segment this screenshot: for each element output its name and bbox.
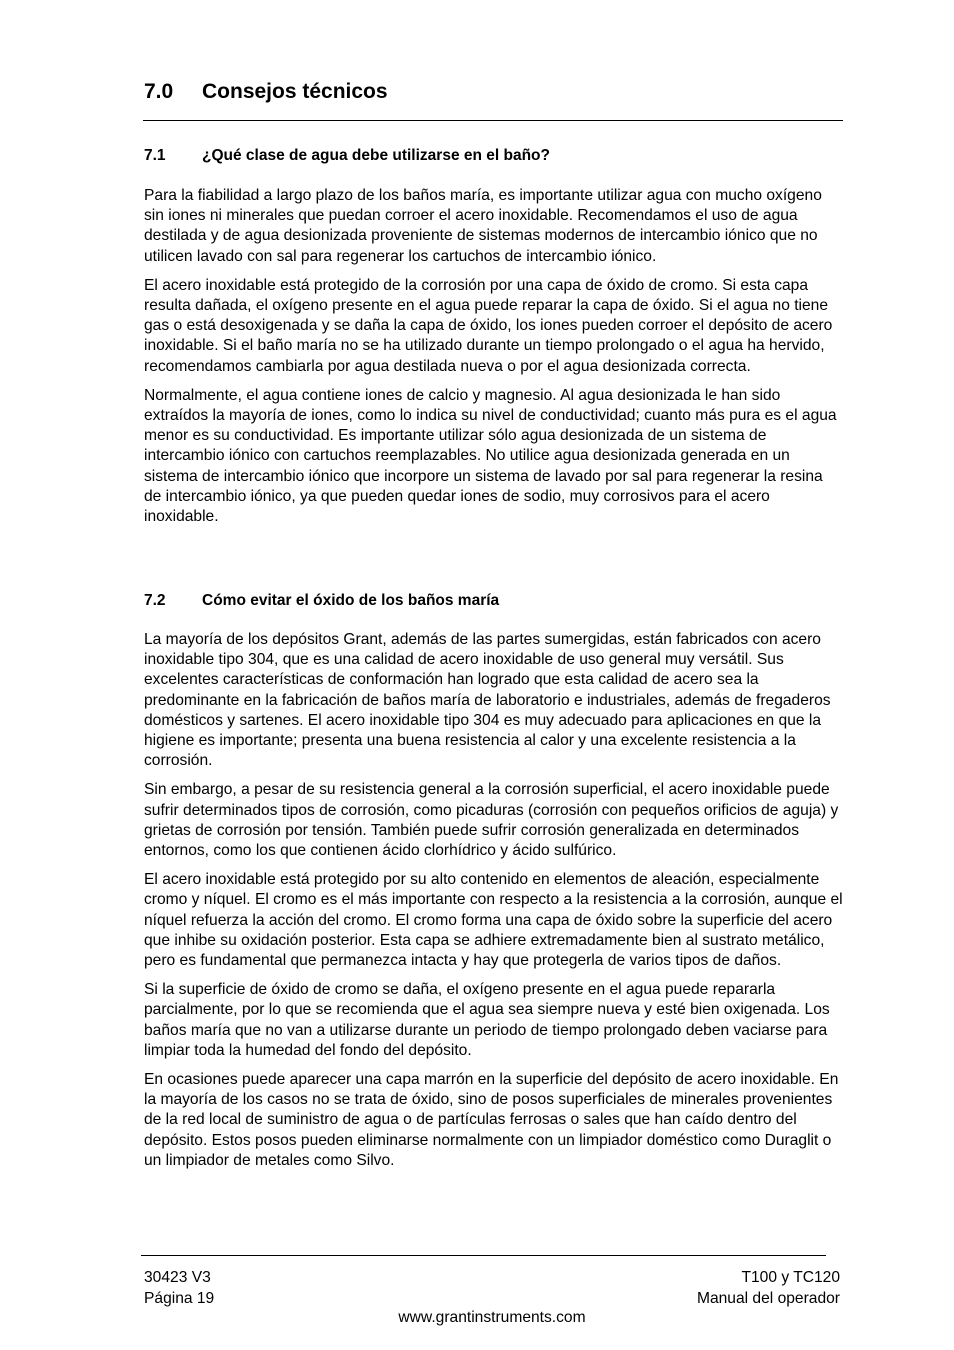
section-heading-7-1: [144, 146, 550, 166]
section-number: 7.1: [144, 147, 166, 164]
section-body-7-2: [144, 630, 844, 1171]
paragraph: La mayoría de los depósitos Grant, además de las partes sumergidas, están fabricados con acero inoxidable tipo 304, que es una calidad de acero inoxidable de uso general muy versátil. Sus excelentes características de conformación han logrado que esta calidad de acero sea la predominante en la fabricación de baños maría de laboratorio e industriales, además de fregaderos domésticos y sartenes. El acero inoxidable tipo 304 es muy adecuado para aplicaciones en que la higiene es importante; presenta una buena resistencia al calor y una excelente resistencia a la corrosión.: [144, 631, 831, 770]
document-code: 30423 V3: [144, 1269, 211, 1286]
paragraph: El acero inoxidable está protegido por su alto contenido en elementos de aleación, especialmente cromo y níquel. El cromo es el más importante con respecto a la resistencia a la corrosión, aunque el níquel refuerza la acción del cromo. El cromo forma una capa de óxido sobre la superficie del acero que inhibe su oxidación posterior. Esta capa se adhiere extremadamente bien al sustrato metálico, pero es fundamental que permanezca intacta y hay que protegerla de varios tipos de daños.: [144, 871, 843, 970]
paragraph: En ocasiones puede aparecer una capa marrón en la superficie del depósito de acero inoxidable. En la mayoría de los casos no se trata de óxido, sino de posos superficiales de minerales provenientes de la red local de suministro de agua o de partículas ferrosas o sales que han caído dentro del depósito. Estos posos pueden eliminarse normalmente con un limpiador doméstico como Duraglit o un limpiador de metales como Silvo.: [144, 1071, 839, 1169]
chapter-title: Consejos técnicos: [202, 80, 388, 103]
page-number: Página 19: [144, 1289, 215, 1307]
product-name: T100 y TC120: [741, 1269, 840, 1286]
paragraph: El acero inoxidable está protegido de la corrosión por una capa de óxido de cromo. Si esta capa resulta dañada, el oxígeno presente en el agua puede reparar la capa de óxido. Si el agua no tiene gas o está desoxigenada y se daña la capa de óxido, los iones pueden corroer el depósito de acero inoxidable. Si el baño maría no se ha utilizado durante un tiempo prolongado o el agua ha hervido, recomendamos cambiarla por agua destilada nueva o por el agua desionizada correcta.: [144, 276, 833, 375]
paragraph: Si la superficie de óxido de cromo se daña, el oxígeno presente en el agua puede repararla parcialmente, por lo que se recomienda que el agua sea siempre nueva y esté bien oxigenada. Los baños maría que no van a utilizarse durante un periodo de tiempo prolongado deben vaciarse para limpiar toda la humedad del fondo del depósito.: [144, 981, 830, 1059]
header-divider: [143, 120, 843, 121]
manual-name: Manual del operador: [696, 1289, 840, 1307]
website-url: www.grantinstruments.com: [398, 1309, 586, 1326]
paragraph: Para la fiabilidad a largo plazo de los baños maría, es importante utilizar agua con mucho oxígeno sin iones ni minerales que puedan corroer el acero inoxidable. Recomendamos el uso de agua destilada y de agua desionizada proveniente de sistemas modernos de intercambio iónico que no utilicen lavado con sal para regenerar los cartuchos de intercambio iónico.: [144, 187, 822, 265]
section-number: 7.2: [144, 592, 166, 609]
footer-divider: [141, 1255, 826, 1256]
section-body-7-1: [144, 186, 844, 527]
chapter-heading: [144, 78, 388, 106]
section-title: ¿Qué clase de agua debe utilizarse en el baño?: [202, 147, 550, 164]
footer-right: [697, 1268, 840, 1309]
chapter-number: 7.0: [144, 80, 174, 103]
section-heading-7-2: [144, 591, 499, 611]
paragraph: Normalmente, el agua contiene iones de calcio y magnesio. Al agua desionizada le han sido extraídos la mayoría de iones, como lo indica su nivel de conductividad; cuanto más pura es el agua menor es su conductividad. Es importante utilizar sólo agua desionizada de un sistema de intercambio iónico con cartuchos reemplazables. No utilice agua desionizada generada en un sistema de intercambio iónico que incorpore un sistema de lavado por sal para regenerar la resina de intercambio iónico, ya que pueden quedar iones de sodio, muy corrosivos para el acero inoxidable.: [144, 386, 837, 526]
footer-left: [144, 1268, 214, 1309]
paragraph: Sin embargo, a pesar de su resistencia general a la corrosión superficial, el acero inoxidable puede sufrir determinados tipos de corrosión, como picaduras (corrosión con pequeños orificios de aguja) y grietas de corrosión por tensión. También puede sufrir corrosión generalizada en determinados entornos, como los que contienen ácido clorhídrico y ácido sulfúrico.: [144, 781, 839, 860]
section-title: Cómo evitar el óxido de los baños maría: [202, 592, 500, 609]
